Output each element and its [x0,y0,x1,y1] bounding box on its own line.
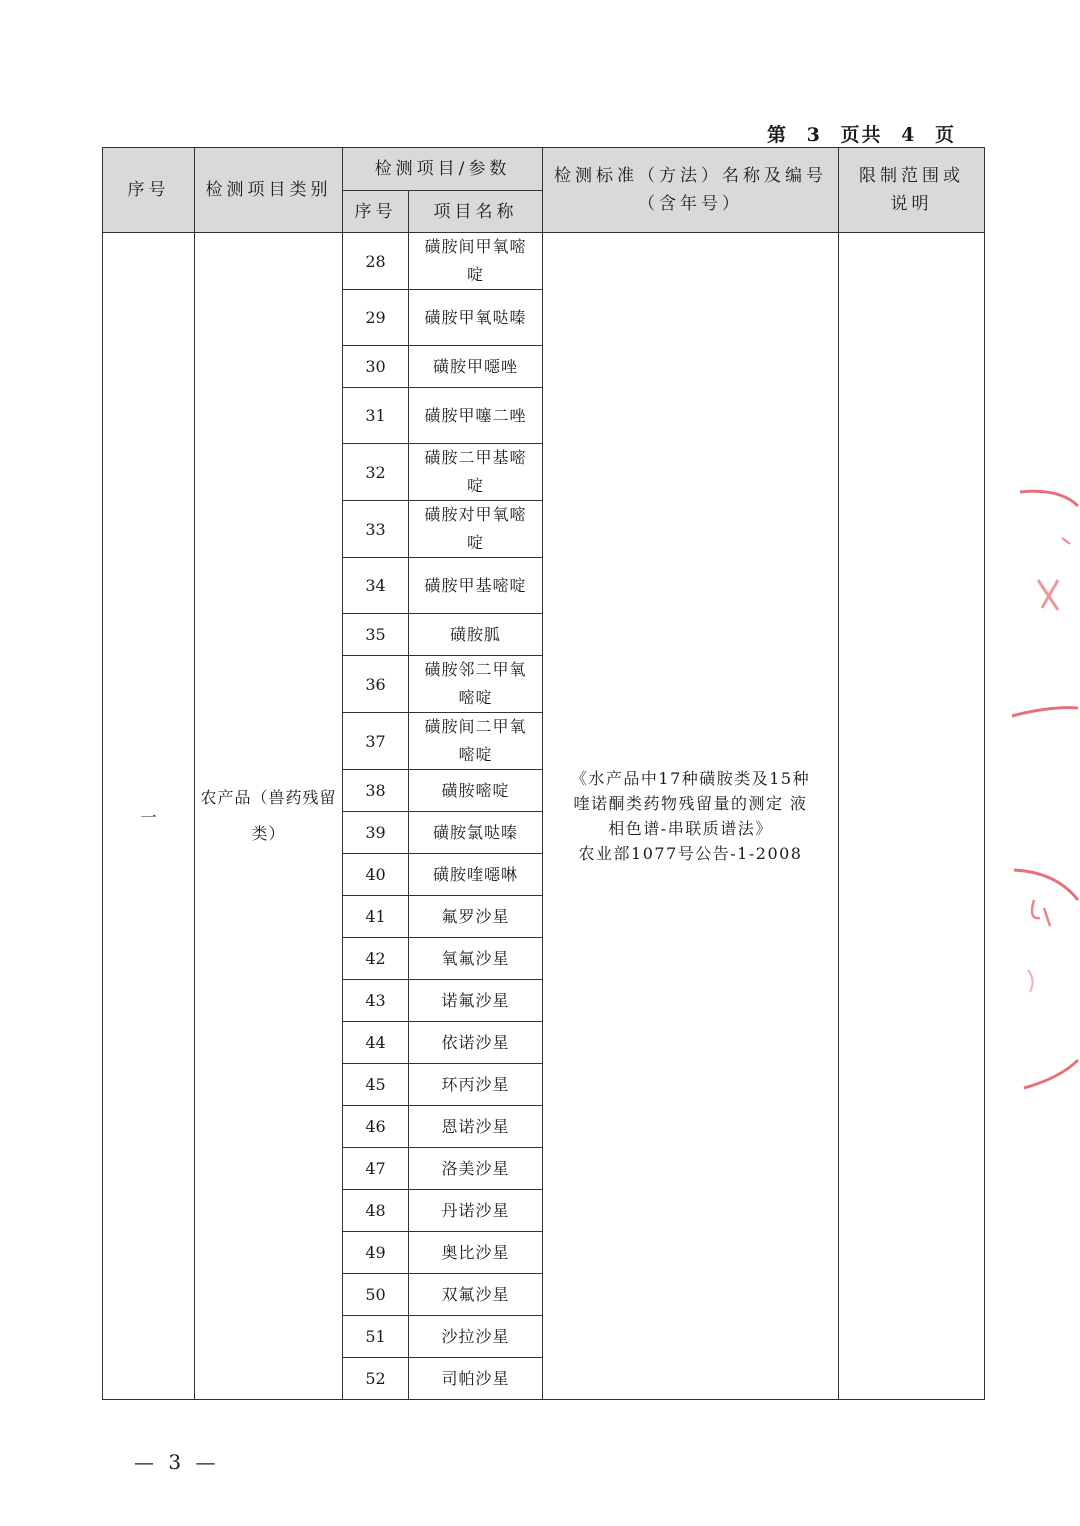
param-index: 31 [343,388,409,444]
param-index: 42 [343,938,409,980]
category-cell: 农产品（兽药残留类） [195,233,343,1400]
header-seq: 序号 [103,148,195,233]
param-name: 恩诺沙星 [409,1106,543,1148]
standard-line: 《水产品中17种磺胺类及15种 [570,769,811,788]
param-index: 28 [343,233,409,290]
red-seal-stamp-top [1000,480,1080,720]
red-seal-stamp-bottom [1000,860,1080,1100]
param-index: 45 [343,1064,409,1106]
param-name: 磺胺甲基嘧啶 [409,558,543,614]
param-index: 33 [343,501,409,558]
param-index: 35 [343,614,409,656]
page-number: — 3 — [134,1450,220,1474]
param-name: 氟罗沙星 [409,896,543,938]
page-header [767,120,956,147]
param-index: 50 [343,1274,409,1316]
param-name: 磺胺甲噁唑 [409,346,543,388]
param-name: 磺胺对甲氧嘧啶 [409,501,543,558]
param-index: 38 [343,770,409,812]
param-index: 51 [343,1316,409,1358]
page-header-suffix: 页 [934,124,956,146]
param-name: 洛美沙星 [409,1148,543,1190]
param-index: 48 [343,1190,409,1232]
standard-line: 相色谱-串联质谱法》 [608,819,773,838]
param-index: 37 [343,713,409,770]
header-limit: 限制范围或说明 [839,148,985,233]
param-index: 44 [343,1022,409,1064]
param-index: 32 [343,444,409,501]
param-index: 49 [343,1232,409,1274]
param-index: 46 [343,1106,409,1148]
header-param-name: 项目名称 [409,191,543,233]
header-params: 检测项目/参数 [343,148,543,191]
page-header-current: 3 [806,124,822,146]
param-name: 司帕沙星 [409,1358,543,1400]
param-name: 磺胺嘧啶 [409,770,543,812]
param-index: 40 [343,854,409,896]
param-name: 沙拉沙星 [409,1316,543,1358]
param-index: 39 [343,812,409,854]
limit-cell [839,233,985,1400]
table-row [103,233,985,290]
param-name: 磺胺喹噁啉 [409,854,543,896]
param-name: 磺胺甲氧哒嗪 [409,290,543,346]
page-header-middle: 页共 [840,124,883,146]
param-name: 磺胺间甲氧嘧啶 [409,233,543,290]
table-body [103,233,985,1400]
param-name: 氧氟沙星 [409,938,543,980]
param-name: 磺胺胍 [409,614,543,656]
page-header-total: 4 [901,124,917,146]
param-index: 29 [343,290,409,346]
param-index: 52 [343,1358,409,1400]
inspection-table [102,147,985,1400]
param-name: 依诺沙星 [409,1022,543,1064]
header-category: 检测项目类别 [195,148,343,233]
param-index: 36 [343,656,409,713]
param-index: 30 [343,346,409,388]
param-index: 47 [343,1148,409,1190]
standard-cell [543,233,839,1400]
param-index: 34 [343,558,409,614]
param-name: 磺胺氯哒嗪 [409,812,543,854]
param-name: 环丙沙星 [409,1064,543,1106]
param-name: 磺胺邻二甲氧嘧啶 [409,656,543,713]
param-index: 43 [343,980,409,1022]
page-header-prefix: 第 [766,124,788,146]
param-name: 磺胺二甲基嘧啶 [409,444,543,501]
header-param-seq: 序号 [343,191,409,233]
param-name: 丹诺沙星 [409,1190,543,1232]
param-name: 双氟沙星 [409,1274,543,1316]
standard-line: 农业部1077号公告-1-2008 [578,844,803,863]
standard-line: 喹诺酮类药物残留量的测定 液 [573,794,808,813]
param-index: 41 [343,896,409,938]
param-name: 奥比沙星 [409,1232,543,1274]
param-name: 磺胺甲噻二唑 [409,388,543,444]
param-name: 诺氟沙星 [409,980,543,1022]
param-name: 磺胺间二甲氧嘧啶 [409,713,543,770]
header-standard: 检测标准（方法）名称及编号（含年号） [543,148,839,233]
group-seq: 一 [103,233,195,1400]
